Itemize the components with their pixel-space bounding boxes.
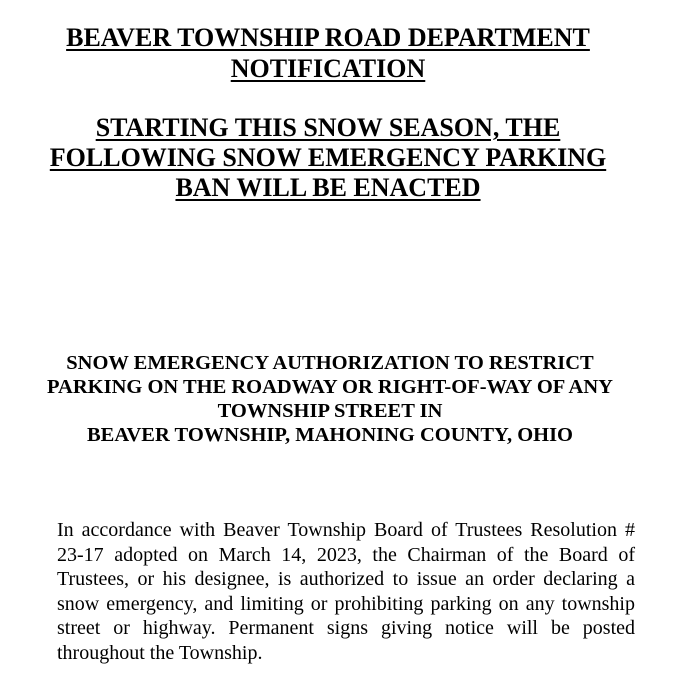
authorization-line-1: SNOW EMERGENCY AUTHORIZATION TO RESTRICT [66, 352, 594, 374]
announcement-heading [0, 113, 656, 203]
authorization-line-3: TOWNSHIP STREET IN [217, 400, 443, 422]
authorization-line-2: PARKING ON THE ROADWAY OR RIGHT-OF-WAY OF ANY [47, 376, 613, 398]
announcement-line-3: BAN WILL BE ENACTED [175, 173, 481, 202]
authorization-line-4: BEAVER TOWNSHIP, MAHONING COUNTY, OHIO [86, 424, 574, 446]
document-title [0, 22, 656, 84]
announcement-line-1: STARTING THIS SNOW SEASON, THE [95, 113, 561, 142]
resolution-paragraph: In accordance with Beaver Township Board of Trustees Resolution # 23-17 adopted on March 14, 2023, the Chairman of the Board of Trustees, or his designee, is authorized to issue an order declaring a snow emergency, and limiting or prohibiting parking on any township street or highway. Permanent signs giving notice will be posted throughout the Township. [57, 519, 635, 664]
title-line-2: NOTIFICATION [230, 54, 426, 83]
authorization-heading [0, 351, 660, 447]
title-line-1: BEAVER TOWNSHIP ROAD DEPARTMENT [66, 23, 590, 52]
announcement-line-2: FOLLOWING SNOW EMERGENCY PARKING [49, 143, 607, 172]
